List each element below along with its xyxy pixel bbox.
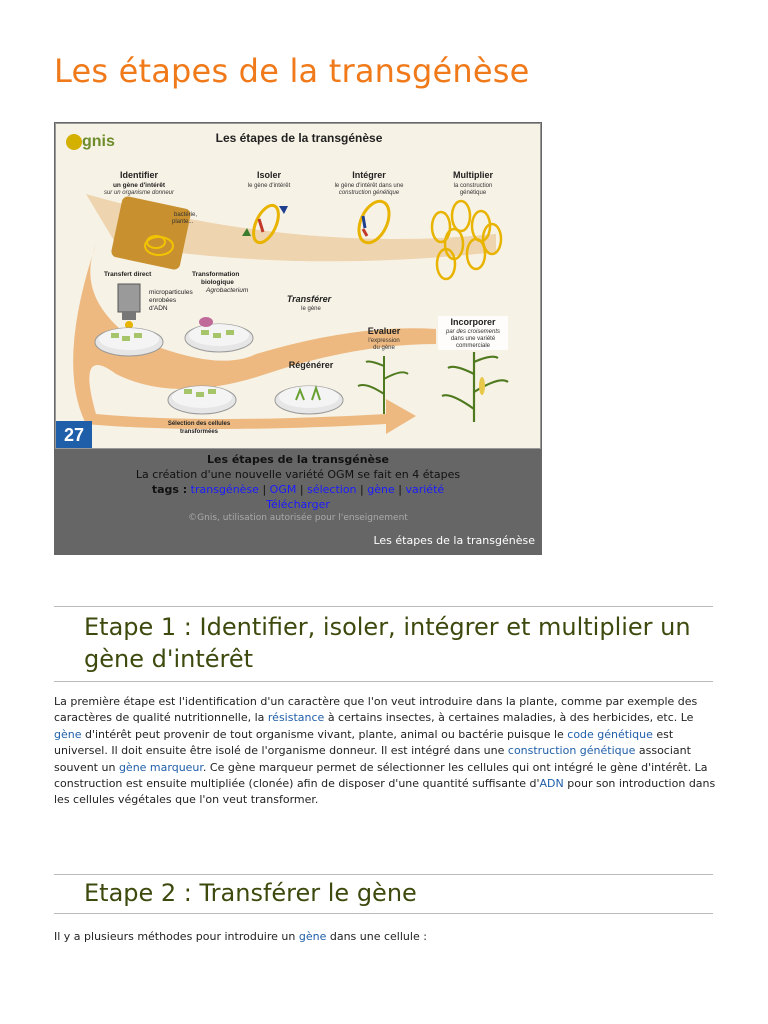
tag-separator: | [262,483,267,496]
step-incorporer-title: Incorporer [450,317,496,327]
step-incorporer-sub3: commerciale [455,343,491,349]
download-link[interactable]: Télécharger [266,498,330,511]
step-isoler-title: Isoler [256,170,282,180]
petri-dish-direct [95,328,163,356]
section-2-top-rule [54,874,713,875]
step-transferer-title: Transférer [286,294,332,304]
step-transferer-sub1: le gène [301,306,321,312]
step-incorporer-sub2: dans une variété [450,336,496,342]
text-run: d'intérêt peut provenir de tout organisme vivant, plante, animal ou bactérie puisque le [81,727,568,741]
donor-organism-illustration [110,195,197,270]
tag-separator: | [299,483,304,496]
text-run: associant souvent un [54,744,691,774]
step-regenerer-title: Régénérer [288,360,334,370]
label-transformation-2: biologique [201,279,234,286]
figure [54,122,542,555]
link-resistance[interactable]: résistance [267,711,325,725]
link-gene[interactable]: gène [54,727,82,741]
step-integrer-sub2: construction génétique [338,190,400,196]
label-microparticules-3: d'ADN [149,305,168,312]
caption-subtitle: La création d'une nouvelle variété OGM se fait en 4 étapes [135,468,461,481]
text-run: à certains insectes, à certaines maladies, à des herbicides, etc. Le [324,711,694,725]
text-run: est universel. Il doit ensuite être isolé de l'organisme donneur. Il est intégré dans une [54,727,674,758]
figure-caption [54,450,542,523]
link-construction-genetique[interactable]: construction génétique [507,744,636,758]
tag-link-variete[interactable]: variété [405,483,445,496]
step-identifier-title: Identifier [119,170,159,180]
petri-dish-selection [168,386,236,414]
figure-number: 27 [63,425,85,445]
gnis-logo [66,133,115,150]
copyright-notice: ©Gnis, utilisation autorisée pour l'enseignement [188,513,408,523]
infographic-heading: Les étapes de la transgénèse [215,131,383,145]
caption-title: Les étapes de la transgénèse [206,453,389,466]
section-1-paragraph [54,694,716,809]
tags-label: tags : [151,483,188,496]
section-2-bottom-rule [54,913,713,914]
section-2-title: Etape 2 : Transférer le gène [84,879,417,907]
label-transformation-1: Transformation [192,271,240,278]
transgenesis-infographic[interactable] [55,123,541,449]
step-integrer-title: Intégrer [352,170,386,180]
step-multiplier-sub1: la construction [453,183,493,189]
label-selection-1: Sélection des cellules [167,421,231,427]
step-incorporer-sub1: par des croisements [445,329,501,335]
step-isoler-sub1: le gène d'intérêt [247,183,291,189]
label-transfert-direct: Transfert direct [104,271,152,278]
petri-dish-regeneration [275,386,343,414]
label-microparticules-1: microparticules [149,289,193,296]
step-multiplier-sub2: génétique [459,190,487,196]
tag-link-gene[interactable]: gène [367,483,395,496]
step-evaluer-sub1: l'expression [368,338,400,344]
label-microparticules-2: enrobées [149,297,177,304]
label-bacterie: bactérie, [174,212,198,218]
text-run: La première étape est l'identification d'un caractère que l'on veut introduire dans la plante, comme par exemple des caractères de qualité nutritionnelle, la [54,695,698,725]
link-gene[interactable]: gène [298,930,327,943]
link-code-genetique[interactable]: code génétique [567,727,653,741]
figure-label: Les étapes de la transgénèse [373,534,535,547]
section-1-top-rule [54,606,713,607]
page-title: Les étapes de la transgénèse [54,52,530,90]
section-1-title: Etape 1 : Identifier, isoler, intégrer et multiplier un gène d'intérêt [84,613,691,673]
brand-text: gnis [82,133,115,150]
text-run: . Ce gène marqueur permet de sélectionner les cellules qui ont intégré le gène d'intérêt. La construction est ensuite multipliée (clonée) afin de disposer d'une quantité suffisante d' [54,760,708,791]
caption-tags [54,482,542,497]
tag-link-selection[interactable]: sélection [307,483,357,496]
corn-plant-large [442,352,508,422]
text-run: dans une cellule : [326,930,427,943]
corn-plant-small [358,356,408,414]
tag-separator: | [360,483,364,496]
link-adn[interactable]: ADN [539,777,564,791]
step-multiplier-title: Multiplier [453,170,493,180]
step-evaluer-sub2: du gène [373,345,395,351]
section-1-bottom-rule [54,681,713,682]
petri-dish-agrobacterium [185,317,253,352]
step-integrer-sub1: le gène d'intérêt dans une [334,183,404,189]
label-agrobacterium: Agrobacterium [206,287,249,294]
label-plante: plante... [172,219,194,225]
label-selection-2: transformées [179,429,219,435]
gene-gun-illustration [118,284,140,329]
tag-link-transgenese[interactable]: transgénèse [190,483,259,496]
text-run: Il y a plusieurs méthodes pour introduire un [54,930,299,943]
step-identifier-sub2: sur un organisme donneur [103,190,175,196]
link-gene-marqueur[interactable]: gène marqueur [118,760,203,774]
step-evaluer-title: Evaluer [367,326,401,336]
tag-separator: | [398,483,402,496]
tag-link-ogm[interactable]: OGM [269,483,297,496]
text-run: pour son introduction dans les cellules végétales que l'on veut transformer. [54,777,716,807]
section-2-paragraph [54,929,716,945]
step-identifier-sub1: un gène d'intérêt [112,182,166,189]
